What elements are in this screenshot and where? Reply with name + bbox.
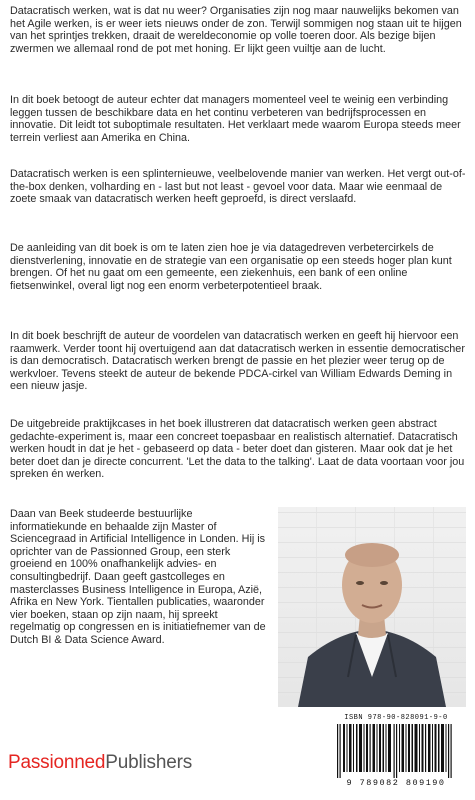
blurb-paragraph-3: Datacratisch werken is een splinternieuwe, veelbelovende manier van werken. Het vergt out-of-the-box denken, volharding en - last but not least - gevoel voor data. Maar wie eenmaal de zoete smaak van datacratisch werken heeft geproefd, is direct verslaafd. <box>10 168 466 206</box>
blurb-paragraph-6: De uitgebreide praktijkcases in het boek illustreren dat datacratisch werken geen abstract gedachte-experiment is, maar een concreet toepasbaar en realistisch alternatief. Datacratisch werken houdt in dat je het - gebaseerd op data - beter doet dan gisteren. Maar ook dat je het beter doet dan je directe concurrent. 'Let the data to the talking'. Laat de data voortaan voor jou spreken én werken. <box>10 418 465 481</box>
author-portrait <box>278 507 466 707</box>
barcode-icon <box>335 724 457 778</box>
blurb-paragraph-2: In dit boek betoogt de auteur echter dat managers momenteel veel te weinig een verbinding leggen tussen de beschikbare data en het continu verbeteren van bedrijfsprocessen en innovatie. Dit leidt tot suboptimale resultaten. Het verklaart mede waarom Europa steeds meer terrein verliest aan Amerika en China. <box>10 94 461 144</box>
blurb-paragraph-4: De aanleiding van dit boek is om te laten zien hoe je via datagedreven verbetercirkels de dienstverlening, innovatie en de strategie van een organisatie op een steeds hoger plan kunt brengen. Of het nu gaat om een gemeente, een ziekenhuis, een bank of een online fietsenwinkel, overal ligt nog een enorm verbeterpotentieel braak. <box>10 242 452 292</box>
isbn-barcode <box>331 714 461 792</box>
publisher-logo-part1: Passionned <box>8 752 106 773</box>
publisher-logo-part2: Publishers <box>105 752 193 773</box>
blurb-paragraph-1: Datacratisch werken, wat is dat nu weer? Organisaties zijn nog maar nauwelijks bekomen van het Agile werken, is er weer iets nieuws onder de zon. Terwijl sommigen nog staan uit te hijgen van het sprintjes trekken, draait de wereldeconomie op volle toeren door. Als bezige bijen zwermen we allemaal rond de pot met honing. Er lijkt geen vuiltje aan de lucht. <box>10 5 462 55</box>
isbn-label: ISBN 978-90-828091-9-0 <box>344 714 448 722</box>
barcode-digits: 9 789082 809190 <box>346 778 446 788</box>
author-bio: Daan van Beek studeerde bestuurlijke informatiekunde en behaalde zijn Master of Sciencegraad in Artificial Intelligence in Londen. Hij is oprichter van de Passionned Group, een sterk groeiend en 100% onafhankelijk advies- en consultingbedrijf. Daan geeft gastcolleges en masterclasses Business Intelligence in Europa, Azië, Afrika en New York. Tientallen publicaties, waaronder vier boeken, staan op zijn naam, hij spreekt regelmatig op congressen en is initiatiefnemer van de Dutch BI & Data Science Award. <box>10 508 266 646</box>
publisher-logo <box>8 752 192 774</box>
blurb-paragraph-5: In dit boek beschrijft de auteur de voordelen van datacratisch werken en geeft hij hiervoor een raamwerk. Verder toont hij overtuigend aan dat datacratisch werken in essentie democratischer is dan democratisch. Datacratisch werken brengt de passie en het plezier weer terug op de werkvloer. Tevens steekt de auteur de bekende PDCA-cirkel van William Edwards Deming in een nieuw jasje. <box>10 330 465 393</box>
